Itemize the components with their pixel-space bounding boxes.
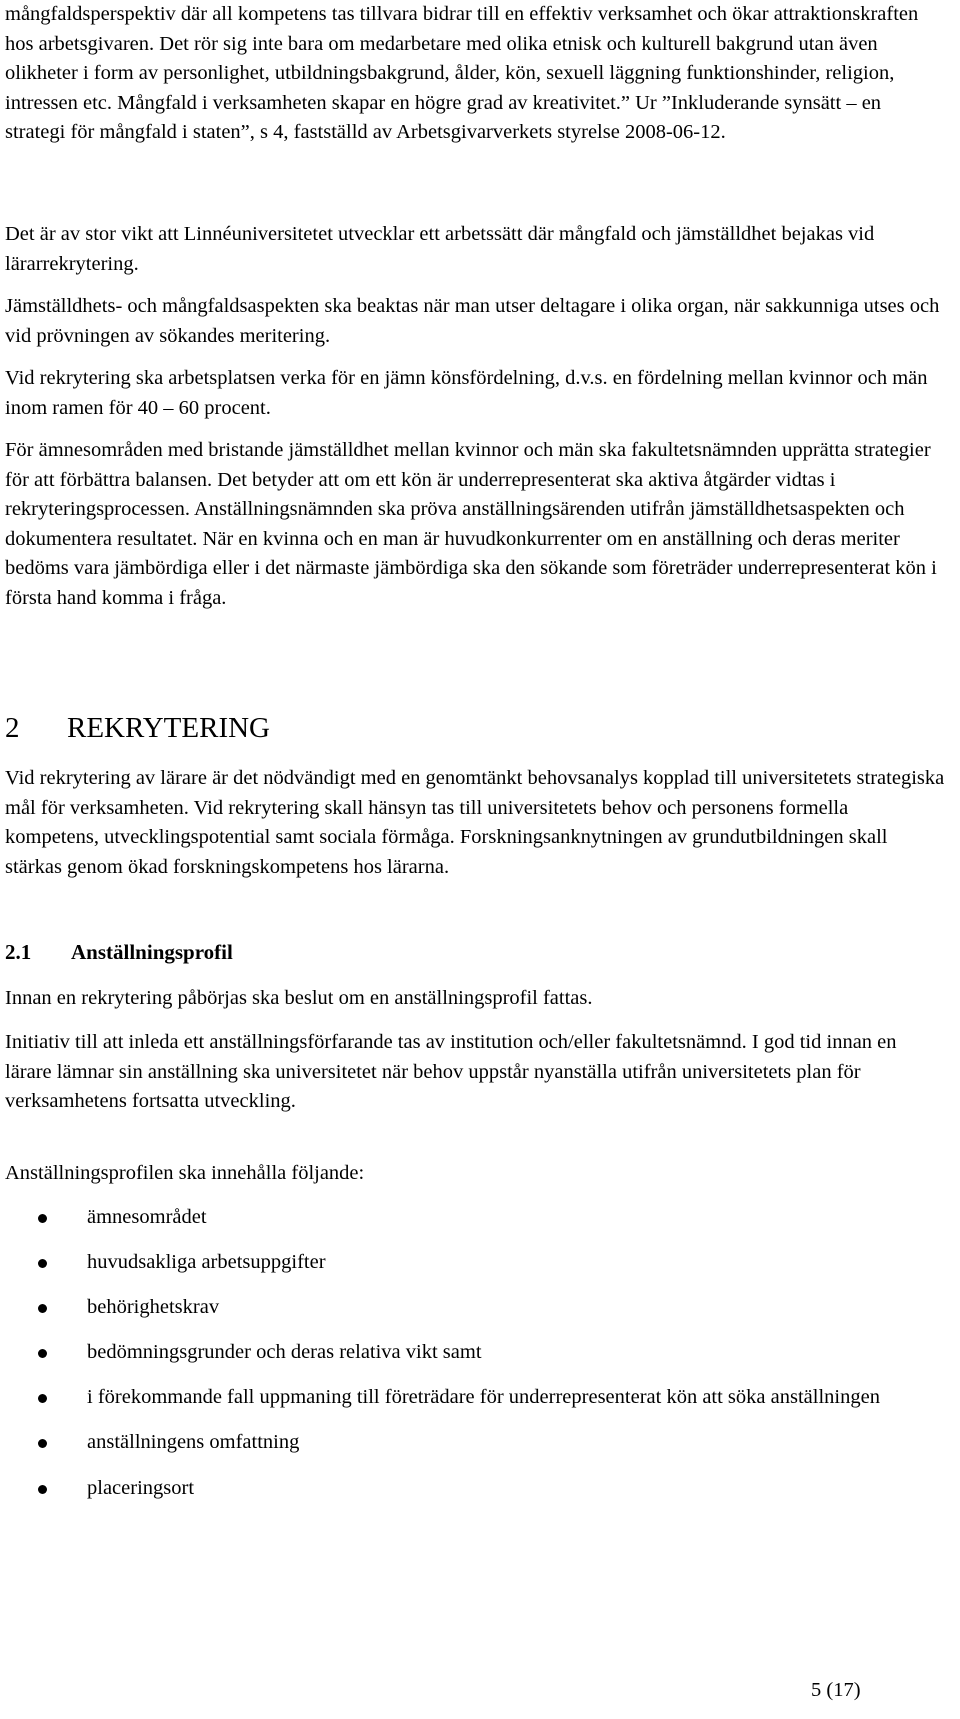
subsection-title: Anställningsprofil: [71, 940, 233, 964]
list-item: i förekommande fall uppmaning till företrädare för underrepresenterat kön att söka anställningen: [5, 1383, 945, 1413]
bullet-icon: [38, 1304, 47, 1313]
subsection-heading: [5, 940, 233, 965]
list-item: bedömningsgrunder och deras relativa vikt samt: [5, 1338, 945, 1368]
section-number: 2: [5, 712, 20, 744]
paragraph-profile-decision: Innan en rekrytering påbörjas ska beslut om en anställningsprofil fattas.: [5, 987, 593, 1009]
paragraph-gender-distribution: Vid rekrytering ska arbetsplatsen verka för en jämn könsfördelning, d.v.s. en fördelning mellan kvinnor och män inom ramen för 40 – 60 procent.: [5, 367, 928, 419]
bullet-icon: [38, 1485, 47, 1494]
list-item: behörighetskrav: [5, 1293, 945, 1323]
bullet-icon: [38, 1214, 47, 1223]
paragraph-diversity-quote: mångfaldsperspektiv där all kompetens tas tillvara bidrar till en effektiv verksamhet och ökar attraktionskraften hos arbetsgivaren. Det rör sig inte bara om medarbetare med olika etnisk och kulturell bakgrund utan även olikheter i form av personlighet, utbildningsbakgrund, ålder, kön, sexuell läggning funktionshinder, religion, intressen etc. Mångfald i verksamheten skapar en högre grad av kreativitet.” Ur ”Inkluderande synsätt – en strategi för mångfald i staten”, s 4, fastställd av Arbetsgivarverkets styrelse 2008-06-12.: [5, 3, 919, 144]
paragraph-subject-areas: För ämnesområden med bristande jämställdhet mellan kvinnor och män ska fakultetsnämnden upprätta strategier för att förbättra balansen. Det betyder att om ett kön är underrepresenterat ska aktiva åtgärder vidtas i rekryteringsprocessen. Anställningsnämnden ska pröva anställningsärenden utifrån jämställdhetsaspekten och dokumentera resultatet. När en kvinna och en man är huvudkonkurrenter om en anställning och deras meriter bedöms vara jämbördiga eller i det närmaste jämbördiga ska den sökande som företräder underrepresenterat kön i första hand komma i fråga.: [5, 439, 937, 609]
list-item: huvudsakliga arbetsuppgifter: [5, 1248, 945, 1278]
paragraph-initiative: Initiativ till att inleda ett anställningsförfarande tas av institution och/eller fakultetsnämnd. I god tid innan en lärare lämnar sin anställning ska universitetet när behov uppstår nyanställa utifrån universitetets plan för verksamhetens fortsatta utveckling.: [5, 1031, 897, 1113]
section-heading: [5, 712, 270, 745]
bullet-icon: [38, 1439, 47, 1448]
list-item: anställningens omfattning: [5, 1428, 945, 1458]
profile-requirements-list: [5, 1203, 945, 1519]
list-item: ämnesområdet: [5, 1203, 945, 1233]
subsection-number: 2.1: [5, 940, 32, 964]
paragraph-equality-aspects: Jämställdhets- och mångfaldsaspekten ska beaktas när man utser deltagare i olika organ, när sakkunniga utses och vid prövningen av sökandes meritering.: [5, 295, 940, 347]
bullet-icon: [38, 1259, 47, 1268]
bullet-icon: [38, 1349, 47, 1358]
paragraph-profile-contents: Anställningsprofilen ska innehålla följande:: [5, 1162, 365, 1184]
section-title: REKRYTERING: [67, 712, 270, 744]
bullet-icon: [38, 1394, 47, 1403]
page-number: 5 (17): [811, 1679, 861, 1701]
paragraph-recruitment-intro: Vid rekrytering av lärare är det nödvändigt med en genomtänkt behovsanalys kopplad till universitetets strategiska mål för verksamheten. Vid rekrytering skall hänsyn tas till universitetets behov och personens formella kompetens, utvecklingspotential samt sociala förmåga. Forskningsanknytningen av grundutbildningen skall stärkas genom ökad forskningskompetens hos lärarna.: [5, 767, 945, 878]
paragraph-diversity-importance: Det är av stor vikt att Linnéuniversitetet utvecklar ett arbetssätt där mångfald och jämställdhet bejakas vid lärarrekrytering.: [5, 223, 875, 275]
list-item: placeringsort: [5, 1474, 945, 1504]
